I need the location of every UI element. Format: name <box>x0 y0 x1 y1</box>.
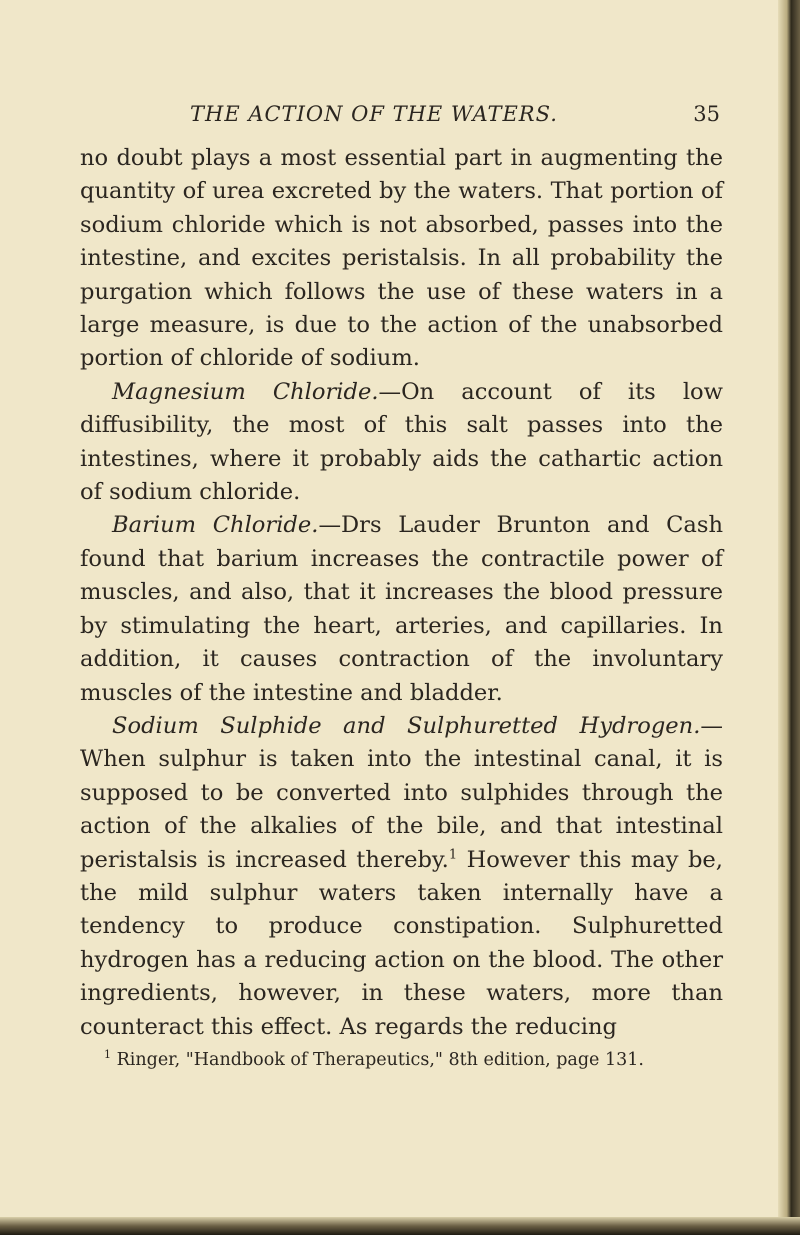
footnote-number: 1 <box>104 1048 111 1061</box>
page-header <box>80 102 720 136</box>
page-number: 35 <box>693 102 720 126</box>
paragraph-barium-chloride <box>80 509 723 709</box>
paragraph-magnesium-chloride <box>80 376 723 510</box>
section-heading-sodium-sulphide: Sodium Sulphide and Sulphuretted Hydrogen. <box>112 712 701 739</box>
running-head: THE ACTION OF THE WATERS. <box>190 102 558 126</box>
body-text <box>80 142 723 1044</box>
page-edge-bottom <box>0 1217 800 1235</box>
paragraph-text: no doubt plays a most essential part in augmenting the quantity of urea excreted by the waters. That portion of sodium chloride which is not absorbed, passes into the intestine, and excites peristalsis. In all probability the purgation which follows the use of these waters in a large measure, is due to the action of the unabsorbed portion of chloride of sodium. <box>80 145 723 372</box>
section-heading-barium-chloride: Barium Chloride. <box>112 512 319 539</box>
page-edge-right <box>778 0 800 1235</box>
footnote-text: Ringer, "Handbook of Therapeutics," 8th edition, page 131. <box>116 1049 644 1070</box>
paragraph-text: —On account of its low diffusibility, the most of this salt passes into the intestines, where it probably aids the cathartic action of sodium chloride. <box>80 378 723 506</box>
section-heading-magnesium-chloride: Magnesium Chloride. <box>112 378 379 405</box>
paragraph-sodium-chloride <box>80 142 723 376</box>
footnote-reference: 1 <box>448 847 458 862</box>
paragraph-text: —When sulphur is taken into the intestinal canal, it is supposed to be converted into sulphides through the action of the alkalies of the bile, and that intestinal peristalsis is increased thereby. <box>80 712 723 873</box>
paragraph-text: —Drs Lauder Brunton and Cash found that barium increases the contractile power of muscles, and also, that it increases the blood pressure by stimulating the heart, arteries, and capillaries. In addition, it causes contraction of the involuntary muscles of the intestine and bladder. <box>80 512 723 706</box>
paragraph-text: However this may be, the mild sulphur waters taken internally have a tendency to produce constipation. Sulphuretted hydrogen has a reducing action on the blood. The other ingredients, however, in these waters, more than counteract this effect. As regards the reducing <box>80 846 723 1040</box>
paragraph-sodium-sulphide <box>80 710 723 1044</box>
footnote <box>80 1043 723 1072</box>
